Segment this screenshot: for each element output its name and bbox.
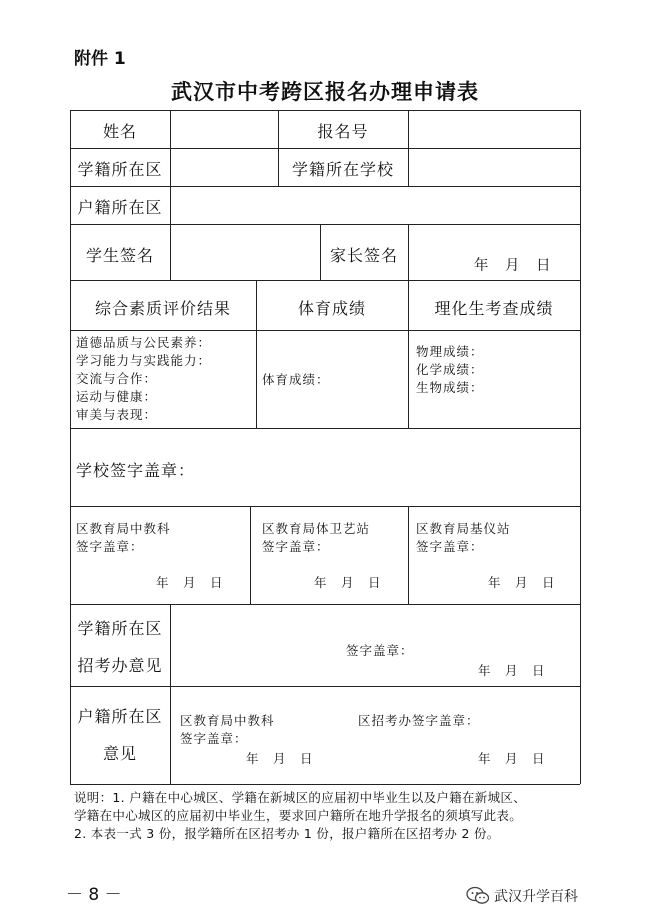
middle-edu-section — [76, 520, 171, 556]
sign-seal-label: 签字盖章： — [416, 539, 484, 554]
pe-score-item: 体育成绩： — [262, 372, 330, 387]
admission-office-sign-label: 区招考办签字盖章： — [358, 713, 480, 728]
equip-station-date: 年 月 日 — [488, 575, 556, 590]
wechat-icon — [466, 886, 490, 906]
school-district-label: 学籍所在区 — [77, 160, 163, 179]
comprehensive-item: 道德品质与公民素养： — [76, 335, 212, 350]
parent-signature-date: 年 月 日 — [474, 258, 552, 274]
pe-station-section — [262, 520, 370, 556]
comprehensive-item: 交流与合作： — [76, 371, 158, 386]
parent-signature-label: 家长签名 — [329, 246, 398, 265]
household-middle-edu-date: 年 月 日 — [246, 751, 314, 766]
equip-station-section — [416, 520, 511, 556]
page-number: － 8 － — [66, 885, 122, 905]
comprehensive-items — [76, 334, 211, 424]
comprehensive-item: 学习能力与实践能力： — [76, 353, 212, 368]
sign-seal-label: 签字盖章： — [262, 539, 330, 554]
science-item: 生物成绩： — [416, 380, 484, 395]
school-seal-label: 学校签字盖章： — [76, 461, 196, 480]
school-label: 学籍所在学校 — [291, 160, 394, 179]
comprehensive-item: 运动与健康： — [76, 389, 158, 404]
pe-score-header: 体育成绩 — [297, 299, 366, 318]
school-district-opinion-date: 年 月 日 — [478, 663, 546, 678]
form-title: 武汉市中考跨区报名办理申请表 — [171, 80, 479, 104]
sign-seal-label: 签字盖章： — [76, 539, 144, 554]
note-line: 2. 本表一式 3 份，报学籍所在区招考办 1 份，报户籍所在区招考办 2 份。 — [74, 826, 500, 841]
middle-edu-label: 区教育局中教科 — [76, 521, 171, 536]
household-middle-edu-section — [180, 712, 275, 748]
sign-seal-label: 签字盖章： — [180, 731, 248, 746]
watermark — [466, 886, 578, 906]
comprehensive-item: 审美与表现： — [76, 407, 158, 422]
pe-station-label: 区教育局体卫艺站 — [262, 521, 371, 536]
science-items — [416, 343, 484, 397]
registration-number-label: 报名号 — [317, 122, 369, 141]
name-label: 姓名 — [102, 122, 137, 141]
science-exam-header: 理化生考查成绩 — [434, 299, 554, 318]
pe-station-date: 年 月 日 — [314, 575, 382, 590]
equip-station-label: 区教育局基仪站 — [416, 521, 511, 536]
attachment-label: 附件 1 — [74, 49, 126, 69]
household-district-label: 户籍所在区 — [77, 198, 163, 217]
household-opinion-label-1: 户籍所在区 — [77, 707, 163, 726]
note-line: 说明：1. 户籍在中心城区、学籍在新城区的应届初中毕业生以及户籍在新城区、 — [74, 790, 527, 805]
school-district-opinion-label-2: 招考办意见 — [77, 656, 163, 675]
science-item: 物理成绩： — [416, 344, 484, 359]
note-line: 学籍在中心城区的应届初中毕业生，要求回户籍所在地升学报名的须填写此表。 — [74, 808, 523, 823]
household-middle-edu-label: 区教育局中教科 — [180, 713, 275, 728]
household-opinion-label-2: 意见 — [102, 744, 137, 763]
science-item: 化学成绩： — [416, 362, 484, 377]
student-signature-label: 学生签名 — [85, 246, 154, 265]
admission-office-date: 年 月 日 — [478, 751, 546, 766]
school-district-sign-seal: 签字盖章： — [346, 643, 414, 658]
watermark-text: 武汉升学百科 — [494, 889, 578, 905]
middle-edu-date: 年 月 日 — [156, 575, 224, 590]
comprehensive-evaluation-header: 综合素质评价结果 — [94, 299, 231, 318]
school-district-opinion-label-1: 学籍所在区 — [77, 619, 163, 638]
